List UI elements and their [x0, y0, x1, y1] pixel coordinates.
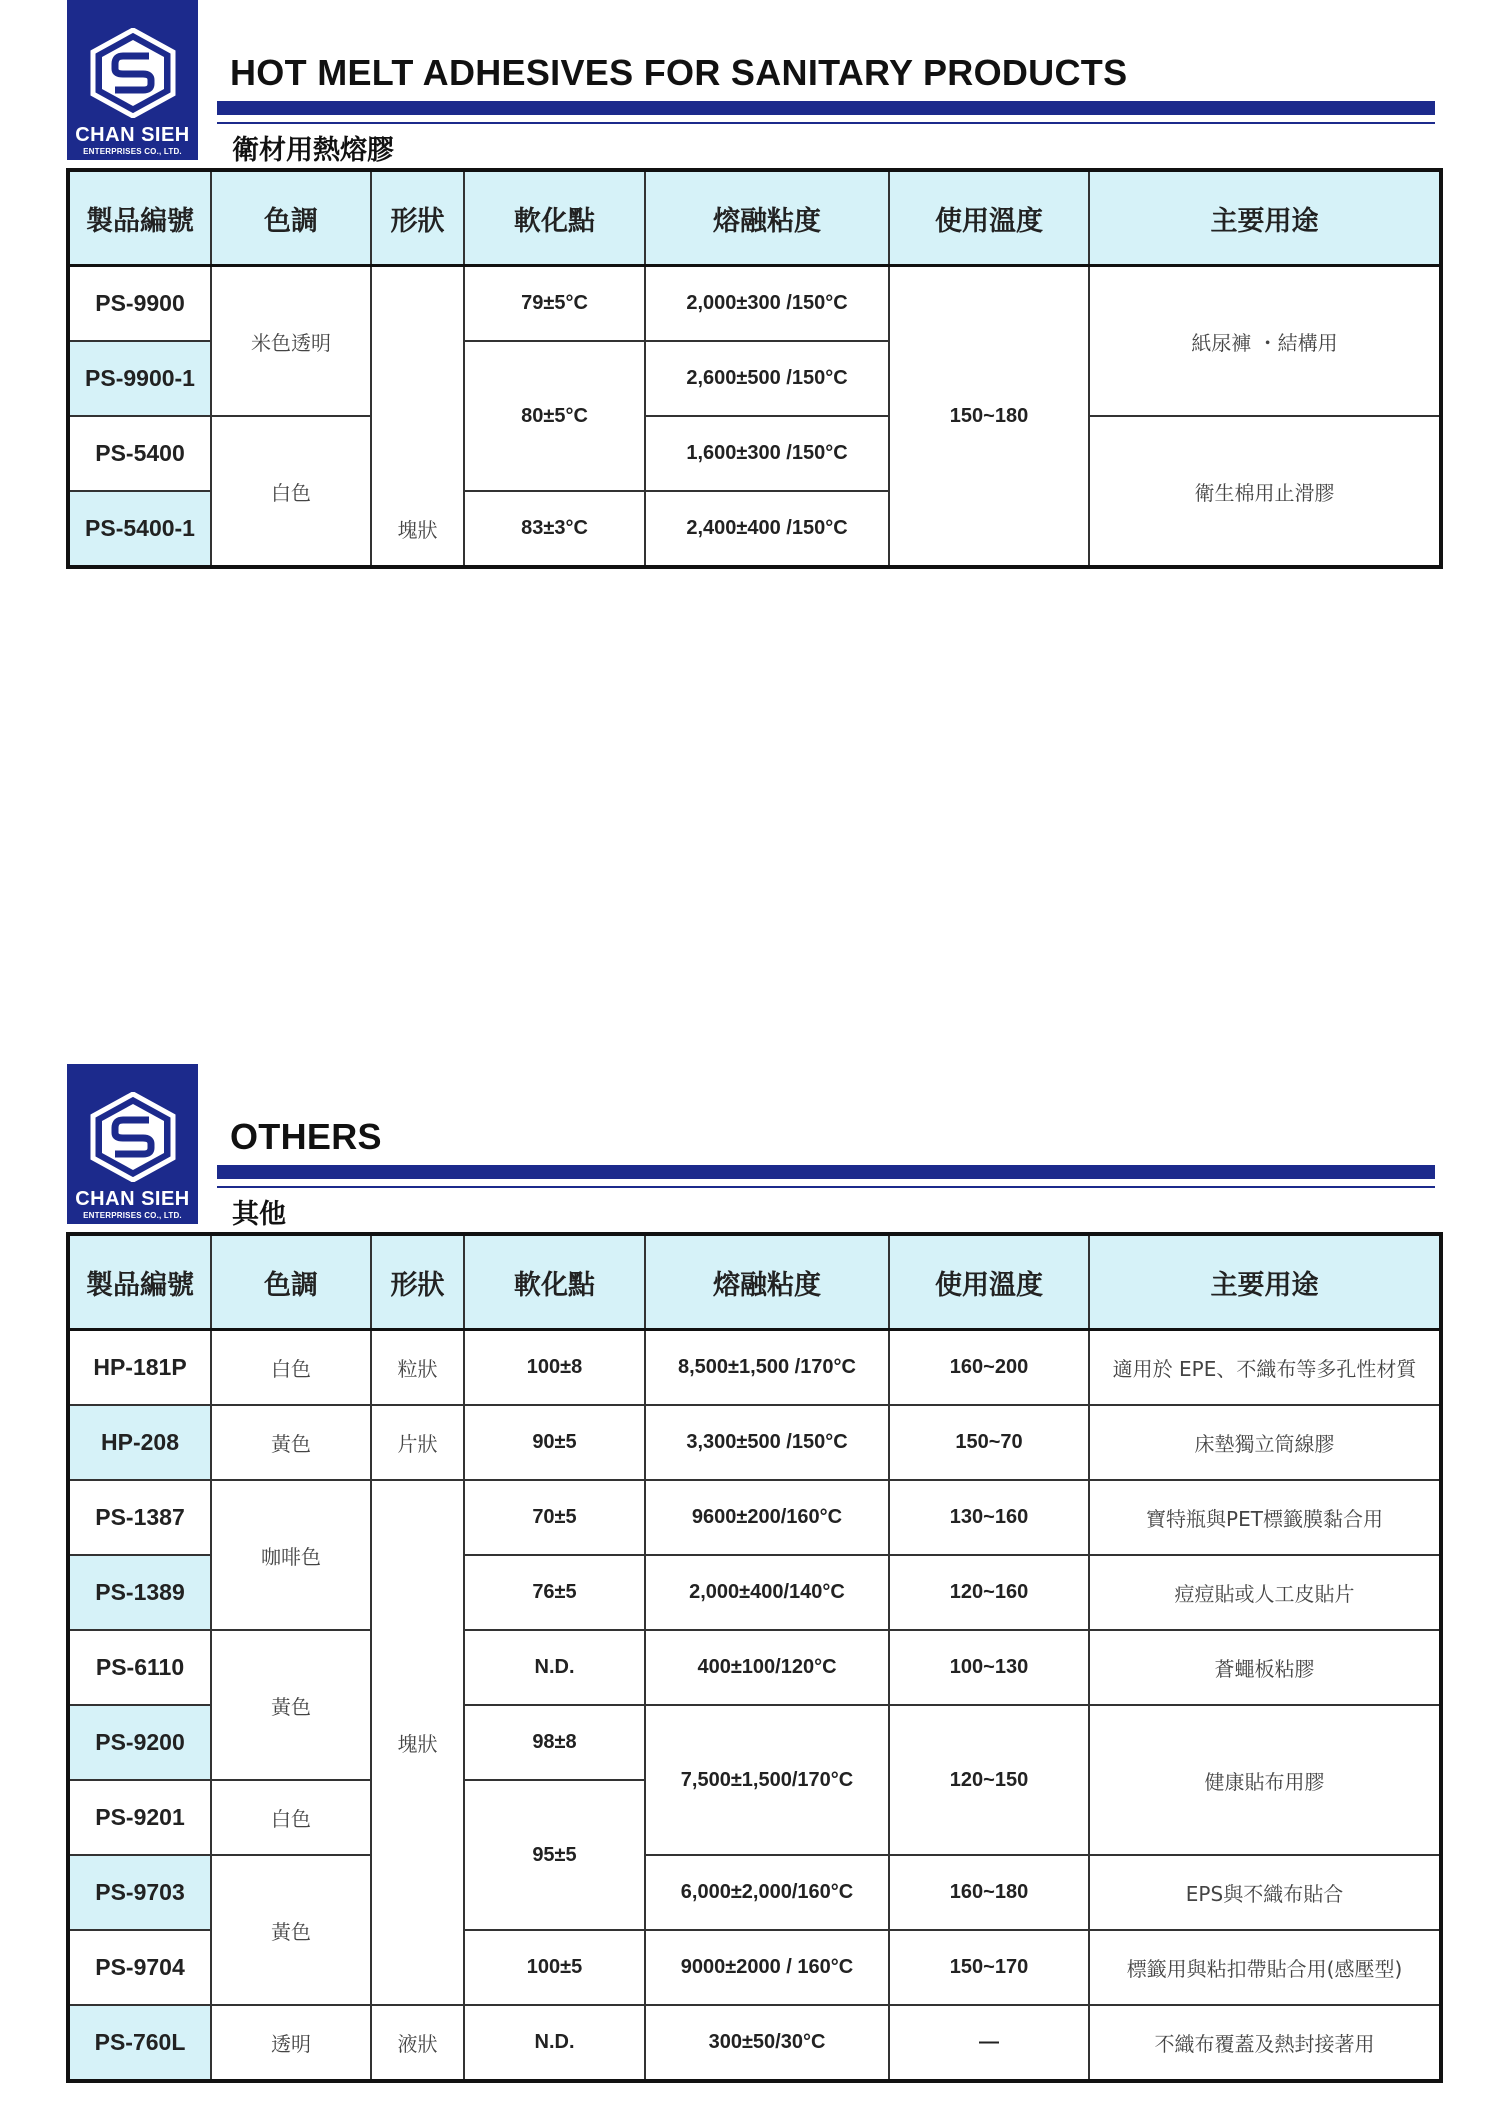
viscosity-cell: 2,000±400/140°C: [645, 1555, 889, 1630]
logo-emblem-icon: [87, 28, 179, 118]
company-logo: [67, 0, 198, 160]
viscosity-cell: 2,000±300 /150°C: [645, 266, 889, 342]
softening-cell: 90±5: [464, 1405, 645, 1480]
logo-brand-text: CHAN SIEH: [75, 1188, 190, 1210]
temp-cell: 130~160: [889, 1480, 1089, 1555]
product-code: PS-1387: [68, 1480, 211, 1555]
table-row: [68, 1405, 1441, 1480]
shape-cell: 塊狀: [371, 1480, 464, 2005]
color-cell: 米色透明: [211, 266, 371, 417]
header-code: 製品編號: [68, 170, 211, 266]
color-cell: 白色: [211, 416, 371, 567]
logo-brand-text: CHAN SIEH: [75, 124, 190, 146]
product-code: PS-760L: [68, 2005, 211, 2081]
section-title-en: HOT MELT ADHESIVES FOR SANITARY PRODUCTS: [230, 52, 1128, 93]
table-row: [68, 1480, 1441, 1555]
logo-sub-text: ENTERPRISES CO., LTD.: [83, 147, 182, 156]
product-code: PS-9703: [68, 1855, 211, 1930]
use-cell: 健康貼布用膠: [1089, 1705, 1441, 1855]
product-code: PS-9900-1: [68, 341, 211, 416]
softening-cell: 79±5°C: [464, 266, 645, 342]
product-code: PS-6110: [68, 1630, 211, 1705]
color-cell: 黃色: [211, 1855, 371, 2005]
softening-cell: 100±8: [464, 1330, 645, 1406]
use-cell: 寶特瓶與PET標籤膜黏合用: [1089, 1480, 1441, 1555]
header-color: 色調: [211, 1234, 371, 1330]
product-code: HP-181P: [68, 1330, 211, 1406]
product-code: PS-1389: [68, 1555, 211, 1630]
viscosity-cell: 3,300±500 /150°C: [645, 1405, 889, 1480]
header-softening: 軟化點: [464, 170, 645, 266]
viscosity-cell: 2,600±500 /150°C: [645, 341, 889, 416]
temp-cell: —: [889, 2005, 1089, 2081]
viscosity-cell: 6,000±2,000/160°C: [645, 1855, 889, 1930]
temp-cell: 150~70: [889, 1405, 1089, 1480]
viscosity-cell: 9000±2000 / 160°C: [645, 1930, 889, 2005]
softening-cell: 98±8: [464, 1705, 645, 1780]
section-title-zh: 其他: [232, 1199, 286, 1230]
title-rule-thin: [217, 122, 1435, 124]
viscosity-cell: 2,400±400 /150°C: [645, 491, 889, 567]
section-title-en: OTHERS: [230, 1116, 382, 1157]
temp-cell: 120~150: [889, 1705, 1089, 1855]
use-cell: 適用於 EPE、不織布等多孔性材質: [1089, 1330, 1441, 1406]
viscosity-cell: 8,500±1,500 /170°C: [645, 1330, 889, 1406]
section-title-zh: 衛材用熱熔膠: [232, 135, 394, 166]
use-cell: 蒼蠅板粘膠: [1089, 1630, 1441, 1705]
header-code: 製品編號: [68, 1234, 211, 1330]
use-cell: 痘痘貼或人工皮貼片: [1089, 1555, 1441, 1630]
title-rule-thick: [217, 101, 1435, 115]
header-shape: 形狀: [371, 1234, 464, 1330]
title-rule-thin: [217, 1186, 1435, 1188]
color-cell: 白色: [211, 1330, 371, 1406]
viscosity-cell: 7,500±1,500/170°C: [645, 1705, 889, 1855]
use-cell: 標籤用與粘扣帶貼合用(感壓型): [1089, 1930, 1441, 2005]
use-cell: 床墊獨立筒線膠: [1089, 1405, 1441, 1480]
use-cell: 紙尿褲 ・結構用: [1089, 266, 1441, 417]
header-shape: 形狀: [371, 170, 464, 266]
shape-cell: 粒狀: [371, 1330, 464, 1406]
softening-cell: 80±5°C: [464, 341, 645, 491]
viscosity-cell: 400±100/120°C: [645, 1630, 889, 1705]
viscosity-cell: 300±50/30°C: [645, 2005, 889, 2081]
softening-cell: 95±5: [464, 1780, 645, 1930]
title-rule-thick: [217, 1165, 1435, 1179]
viscosity-cell: 9600±200/160°C: [645, 1480, 889, 1555]
header-viscosity: 熔融粘度: [645, 170, 889, 266]
softening-cell: 100±5: [464, 1930, 645, 2005]
table-header-row: [68, 1234, 1441, 1330]
shape-cell: 片狀: [371, 1405, 464, 1480]
softening-cell: 76±5: [464, 1555, 645, 1630]
use-cell: 衛生棉用止滑膠: [1089, 416, 1441, 567]
header-temp: 使用溫度: [889, 1234, 1089, 1330]
table-row: [68, 1630, 1441, 1705]
color-cell: 白色: [211, 1780, 371, 1855]
shape-cell: 塊狀: [371, 266, 464, 568]
product-table: [66, 1232, 1443, 2083]
product-code: PS-9704: [68, 1930, 211, 2005]
temp-cell: 160~200: [889, 1330, 1089, 1406]
header-use: 主要用途: [1089, 170, 1441, 266]
table-row: [68, 1855, 1441, 1930]
use-cell: 不織布覆蓋及熱封接著用: [1089, 2005, 1441, 2081]
header-temp: 使用溫度: [889, 170, 1089, 266]
softening-cell: N.D.: [464, 2005, 645, 2081]
temp-cell: 160~180: [889, 1855, 1089, 1930]
softening-cell: 83±3°C: [464, 491, 645, 567]
table-row: [68, 2005, 1441, 2081]
color-cell: 透明: [211, 2005, 371, 2081]
color-cell: 黃色: [211, 1405, 371, 1480]
table-row: [68, 416, 1441, 491]
temp-cell: 100~130: [889, 1630, 1089, 1705]
company-logo: [67, 1064, 198, 1224]
product-code: HP-208: [68, 1405, 211, 1480]
softening-cell: N.D.: [464, 1630, 645, 1705]
temp-cell: 120~160: [889, 1555, 1089, 1630]
product-code: PS-5400: [68, 416, 211, 491]
product-table: [66, 168, 1443, 569]
softening-cell: 70±5: [464, 1480, 645, 1555]
viscosity-cell: 1,600±300 /150°C: [645, 416, 889, 491]
table-row: [68, 266, 1441, 342]
header-softening: 軟化點: [464, 1234, 645, 1330]
product-code: PS-5400-1: [68, 491, 211, 567]
table-row: [68, 1330, 1441, 1406]
table-header-row: [68, 170, 1441, 266]
header-viscosity: 熔融粘度: [645, 1234, 889, 1330]
logo-emblem-icon: [87, 1092, 179, 1182]
temp-cell: 150~170: [889, 1930, 1089, 2005]
color-cell: 咖啡色: [211, 1480, 371, 1630]
header-color: 色調: [211, 170, 371, 266]
header-use: 主要用途: [1089, 1234, 1441, 1330]
logo-sub-text: ENTERPRISES CO., LTD.: [83, 1211, 182, 1220]
product-code: PS-9201: [68, 1780, 211, 1855]
use-cell: EPS與不織布貼合: [1089, 1855, 1441, 1930]
product-code: PS-9200: [68, 1705, 211, 1780]
shape-cell: 液狀: [371, 2005, 464, 2081]
color-cell: 黃色: [211, 1630, 371, 1780]
temp-cell: 150~180: [889, 266, 1089, 568]
product-code: PS-9900: [68, 266, 211, 342]
